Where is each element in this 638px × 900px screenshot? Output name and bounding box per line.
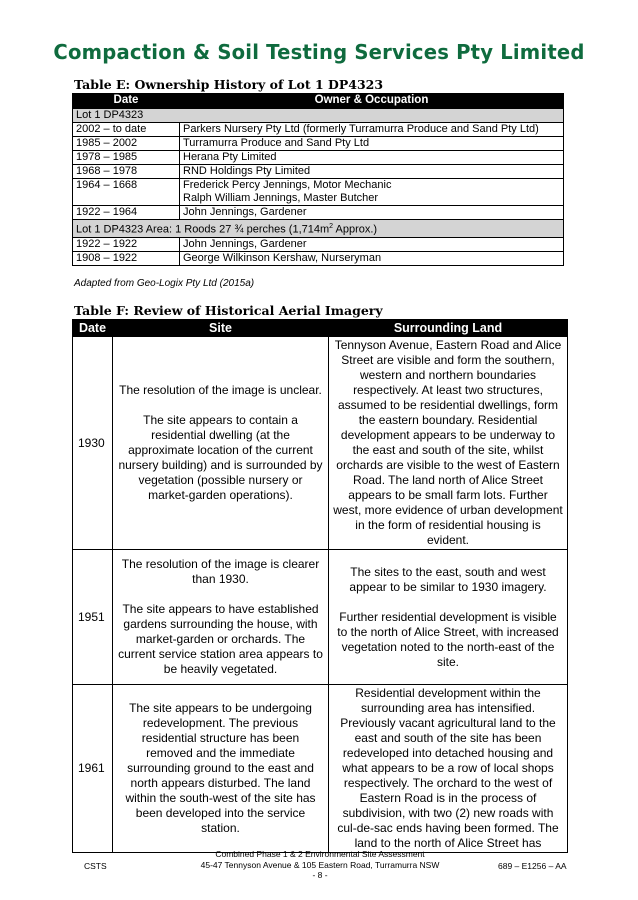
date-cell: 1968 – 1978 <box>73 165 180 179</box>
section-row: Lot 1 DP4323 <box>73 109 564 123</box>
land-cell <box>329 337 568 550</box>
table-row <box>73 337 568 550</box>
land-paragraph: Further residential development is visible to the north of Alice Street, with increased vegetation noted to the north-east of the site. <box>337 609 559 669</box>
land-paragraph: The sites to the east, south and west appear to be similar to 1930 imagery. <box>349 564 547 594</box>
date-cell: 1922 – 1964 <box>73 206 180 220</box>
owner-cell <box>180 179 564 206</box>
footer-address: 45-47 Tennyson Avenue & 105 Eastern Road, Turramurra NSW <box>200 859 440 870</box>
date-cell: 1908 – 1922 <box>73 251 180 265</box>
date-cell: 1961 <box>73 685 113 853</box>
footer-center <box>170 849 470 881</box>
page-number: - 8 - <box>312 870 328 880</box>
ownership-history-table <box>72 93 564 266</box>
owner-line: Ralph William Jennings, Master Butcher <box>183 192 379 204</box>
owner-cell: John Jennings, Gardener <box>180 206 564 220</box>
col-header-owner: Owner & Occupation <box>180 94 564 109</box>
table-row <box>73 206 564 220</box>
date-cell: 1930 <box>73 337 113 550</box>
area-suffix: Approx.) <box>333 223 378 236</box>
site-paragraph: The site appears to contain a residential dwelling (at the approximate location of the current nursery building) and is surrounded by vegetation (possible nursery or market-garden operations). <box>118 413 323 502</box>
col-header-date: Date <box>73 94 180 109</box>
site-paragraph: The resolution of the image is unclear. <box>119 383 322 397</box>
footer-title: Combined Phase 1 & 2 Environmental Site Assessment <box>215 849 425 859</box>
table-row <box>73 251 564 265</box>
date-cell: 1964 – 1668 <box>73 179 180 206</box>
owner-cell: Parkers Nursery Pty Ltd (formerly Turramurra Produce and Sand Pty Ltd) <box>180 123 564 137</box>
company-header: Compaction & Soil Testing Services Pty Limited <box>53 40 585 64</box>
table-f-caption: Table F: Review of Historical Aerial Imagery <box>74 303 383 318</box>
date-cell: 1985 – 2002 <box>73 137 180 151</box>
site-cell <box>113 685 329 853</box>
date-cell: 2002 – to date <box>73 123 180 137</box>
owner-line: Frederick Percy Jennings, Motor Mechanic <box>183 179 392 191</box>
table-e-caption: Table E: Ownership History of Lot 1 DP4323 <box>74 77 384 92</box>
land-cell <box>329 550 568 685</box>
table-row <box>73 237 564 251</box>
footer-left: CSTS <box>84 861 107 871</box>
table-row <box>73 151 564 165</box>
col-header-site: Site <box>113 320 329 337</box>
site-paragraph: The site appears to be undergoing redevelopment. The previous residential structure has been removed and the immediate surrounding ground to the east and north appears disturbed. The land within the south-west of the site has been developed into the service station. <box>125 701 316 835</box>
aerial-imagery-table <box>72 319 568 853</box>
land-cell <box>329 685 568 853</box>
owner-cell: Herana Pty Limited <box>180 151 564 165</box>
table-row <box>73 685 568 853</box>
site-paragraph: The resolution of the image is clearer than 1930. <box>121 557 320 586</box>
col-header-date: Date <box>73 320 113 337</box>
table-source-note: Adapted from Geo-Logix Pty Ltd (2015a) <box>74 278 255 289</box>
col-header-land: Surrounding Land <box>329 320 568 337</box>
owner-cell: George Wilkinson Kershaw, Nurseryman <box>180 251 564 265</box>
land-paragraph: Tennyson Avenue, Eastern Road and Alice Street are visible and form the southern, western and northern boundaries respectively. At least two structures, assumed to be residential dwellings, form the eastern boundary. Residential development appears to be underway to the east and south of the site, whilst orchards are visible to the west of Eastern Road. The land north of Alice Street appears to be small farm lots. Further west, more evidence of urban development in the form of residential housing is evident. <box>333 338 563 547</box>
table-row <box>73 179 564 206</box>
section-row <box>73 220 564 238</box>
table-row <box>73 123 564 137</box>
land-paragraph: Residential development within the surrounding area has intensified. Previously vacant agricultural land to the east and south of the site has been redeveloped into detached housing and what appears to be a row of local shops respectively. The orchard to the west of Eastern Road is in the process of subdivision, with two (2) new roads with cul-de-sac ends having been formed. The land to the north of Alice Street has <box>337 686 559 850</box>
date-cell: 1922 – 1922 <box>73 237 180 251</box>
table-row <box>73 137 564 151</box>
date-cell: 1951 <box>73 550 113 685</box>
owner-cell: John Jennings, Gardener <box>180 237 564 251</box>
site-paragraph: The site appears to have established gardens surrounding the house, with market-garden or orchards. The current service station area appears to be heavily vegetated. <box>118 602 323 676</box>
table-row <box>73 550 568 685</box>
site-cell <box>113 550 329 685</box>
area-text: Lot 1 DP4323 Area: 1 Roods 27 ¾ perches (1,714m <box>76 223 330 236</box>
date-cell: 1978 – 1985 <box>73 151 180 165</box>
site-cell <box>113 337 329 550</box>
owner-cell: Turramurra Produce and Sand Pty Ltd <box>180 137 564 151</box>
footer-right: 689 – E1256 – AA <box>498 861 567 871</box>
owner-cell: RND Holdings Pty Limited <box>180 165 564 179</box>
table-row <box>73 165 564 179</box>
area-sup: 2 <box>329 223 334 230</box>
